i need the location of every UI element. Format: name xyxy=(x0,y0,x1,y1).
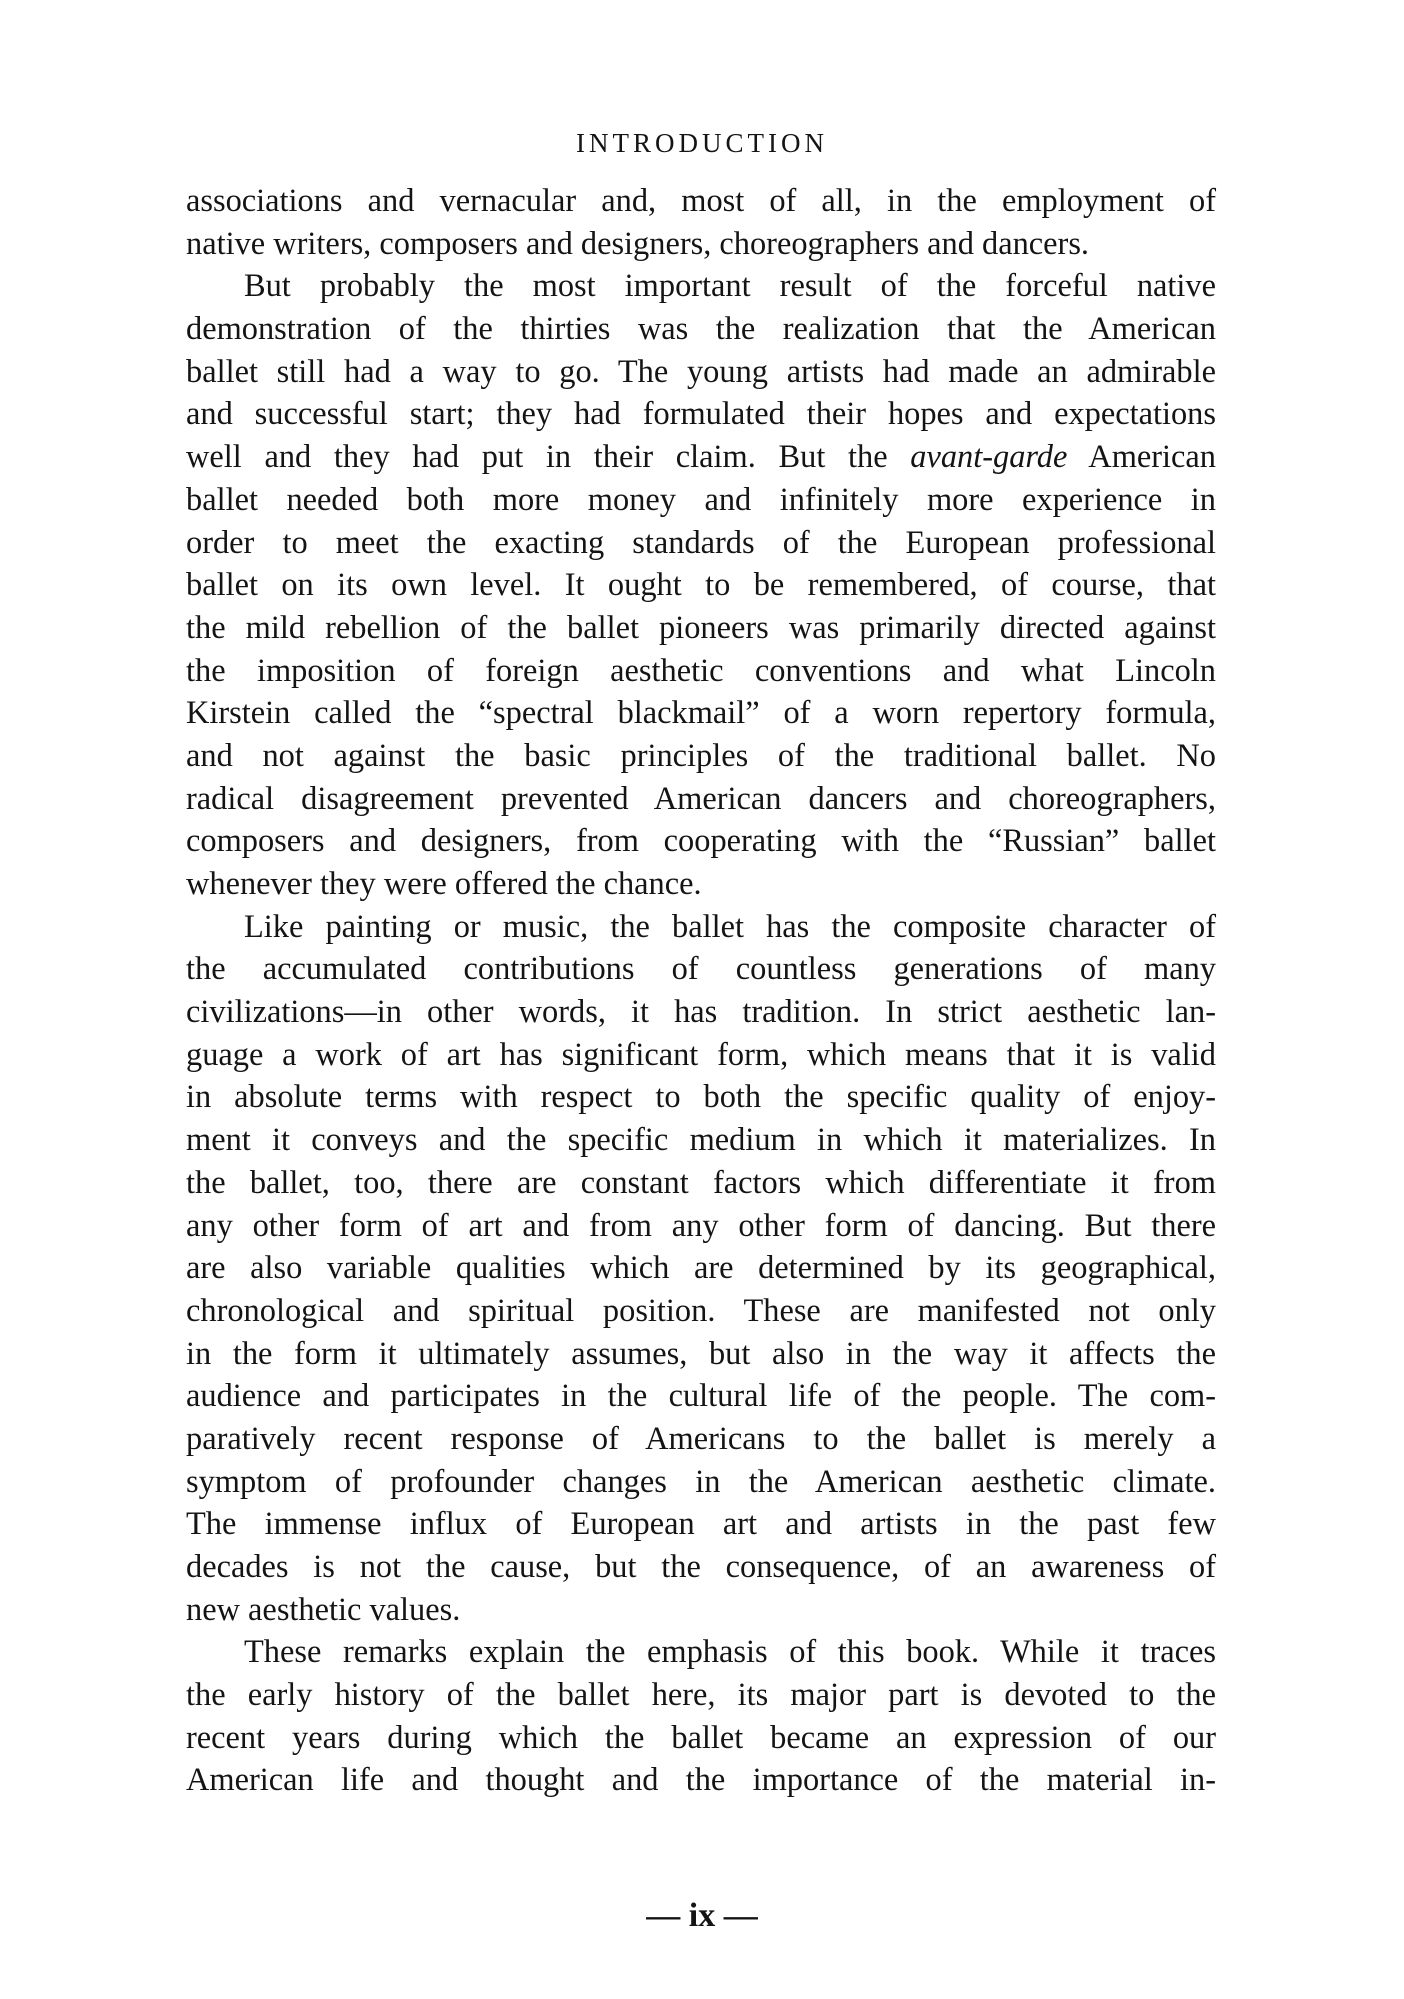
text-line: are also variable qualities which are determined by its geographical, xyxy=(186,1250,1216,1287)
text-line: radical disagreement prevented American dancers and choreographers, xyxy=(186,780,1216,817)
text-line: order to meet the exacting standards of the European professional xyxy=(186,524,1216,561)
text-line: ballet still had a way to go. The young artists had made an admirable xyxy=(186,353,1216,390)
text-line: These remarks explain the emphasis of this book. While it traces xyxy=(244,1634,1216,1671)
text-line-with-italic xyxy=(186,436,1216,479)
text-line: the mild rebellion of the ballet pioneers was primarily directed against xyxy=(186,609,1216,646)
text-line: ballet needed both more money and infinitely more experience in xyxy=(186,481,1216,518)
text-line: the ballet, too, there are constant factors which differentiate it from xyxy=(186,1164,1216,1201)
text-line: The immense influx of European art and artists in the past few xyxy=(186,1506,1216,1543)
paragraph xyxy=(186,265,1216,905)
text-line: the accumulated contributions of countless generations of many xyxy=(186,951,1216,988)
text-line: in the form it ultimately assumes, but also in the way it affects the xyxy=(186,1335,1216,1372)
paragraph xyxy=(186,906,1216,1632)
text-line: new aesthetic values. xyxy=(186,1591,461,1628)
text-line: paratively recent response of Americans to the ballet is merely a xyxy=(186,1420,1216,1457)
text-line: guage a work of art has significant form, which means that it is valid xyxy=(186,1036,1216,1073)
italic-phrase: avant-garde xyxy=(910,439,1068,476)
text-line: the imposition of foreign aesthetic conventions and what Lincoln xyxy=(186,652,1216,689)
text-line: associations and vernacular and, most of all, in the employment of xyxy=(186,183,1216,219)
text-line: the early history of the ballet here, its major part is devoted to the xyxy=(186,1677,1216,1714)
text-line: native writers, composers and designers, choreographers and dancers. xyxy=(186,225,1090,262)
text-line: symptom of profounder changes in the American aesthetic climate. xyxy=(186,1463,1216,1500)
text-line: ballet on its own level. It ought to be remembered, of course, that xyxy=(186,567,1216,604)
text-line: ment it conveys and the specific medium in which it materializes. In xyxy=(186,1122,1216,1159)
page-number: — ix — xyxy=(646,1897,758,1934)
text-line: Kirstein called the “spectral blackmail” of a worn repertory formula, xyxy=(186,695,1216,732)
body-text xyxy=(186,180,1216,1802)
paragraph xyxy=(186,1631,1216,1802)
text-line: decades is not the cause, but the consequence, of an awareness of xyxy=(186,1549,1216,1585)
text-line: in absolute terms with respect to both the specific quality of enjoy- xyxy=(186,1079,1216,1116)
running-head: INTRODUCTION xyxy=(576,128,828,158)
text-line: and successful start; they had formulated their hopes and expectations xyxy=(186,396,1216,433)
text-line: civilizations—in other words, it has tradition. In strict aesthetic lan- xyxy=(186,994,1216,1031)
paragraph xyxy=(186,180,1216,265)
text-line: American life and thought and the importance of the material in- xyxy=(186,1762,1216,1799)
text-line: and not against the basic principles of the traditional ballet. No xyxy=(186,737,1216,774)
text-line: But probably the most important result of the forceful native xyxy=(244,268,1216,305)
text-segment: well and they had put in their claim. But the xyxy=(186,439,888,476)
text-line: Like painting or music, the ballet has the composite character of xyxy=(244,908,1216,945)
text-line: any other form of art and from any other form of dancing. But there xyxy=(186,1207,1216,1244)
text-line: whenever they were offered the chance. xyxy=(186,866,702,902)
text-segment: American xyxy=(1088,439,1216,476)
text-line: demonstration of the thirties was the realization that the American xyxy=(186,311,1216,348)
text-line: chronological and spiritual position. These are manifested not only xyxy=(186,1292,1216,1329)
text-line: audience and participates in the cultural life of the people. The com- xyxy=(186,1378,1216,1415)
text-line: recent years during which the ballet became an expression of our xyxy=(186,1719,1216,1756)
text-line: composers and designers, from cooperating with the “Russian” ballet xyxy=(186,823,1216,860)
